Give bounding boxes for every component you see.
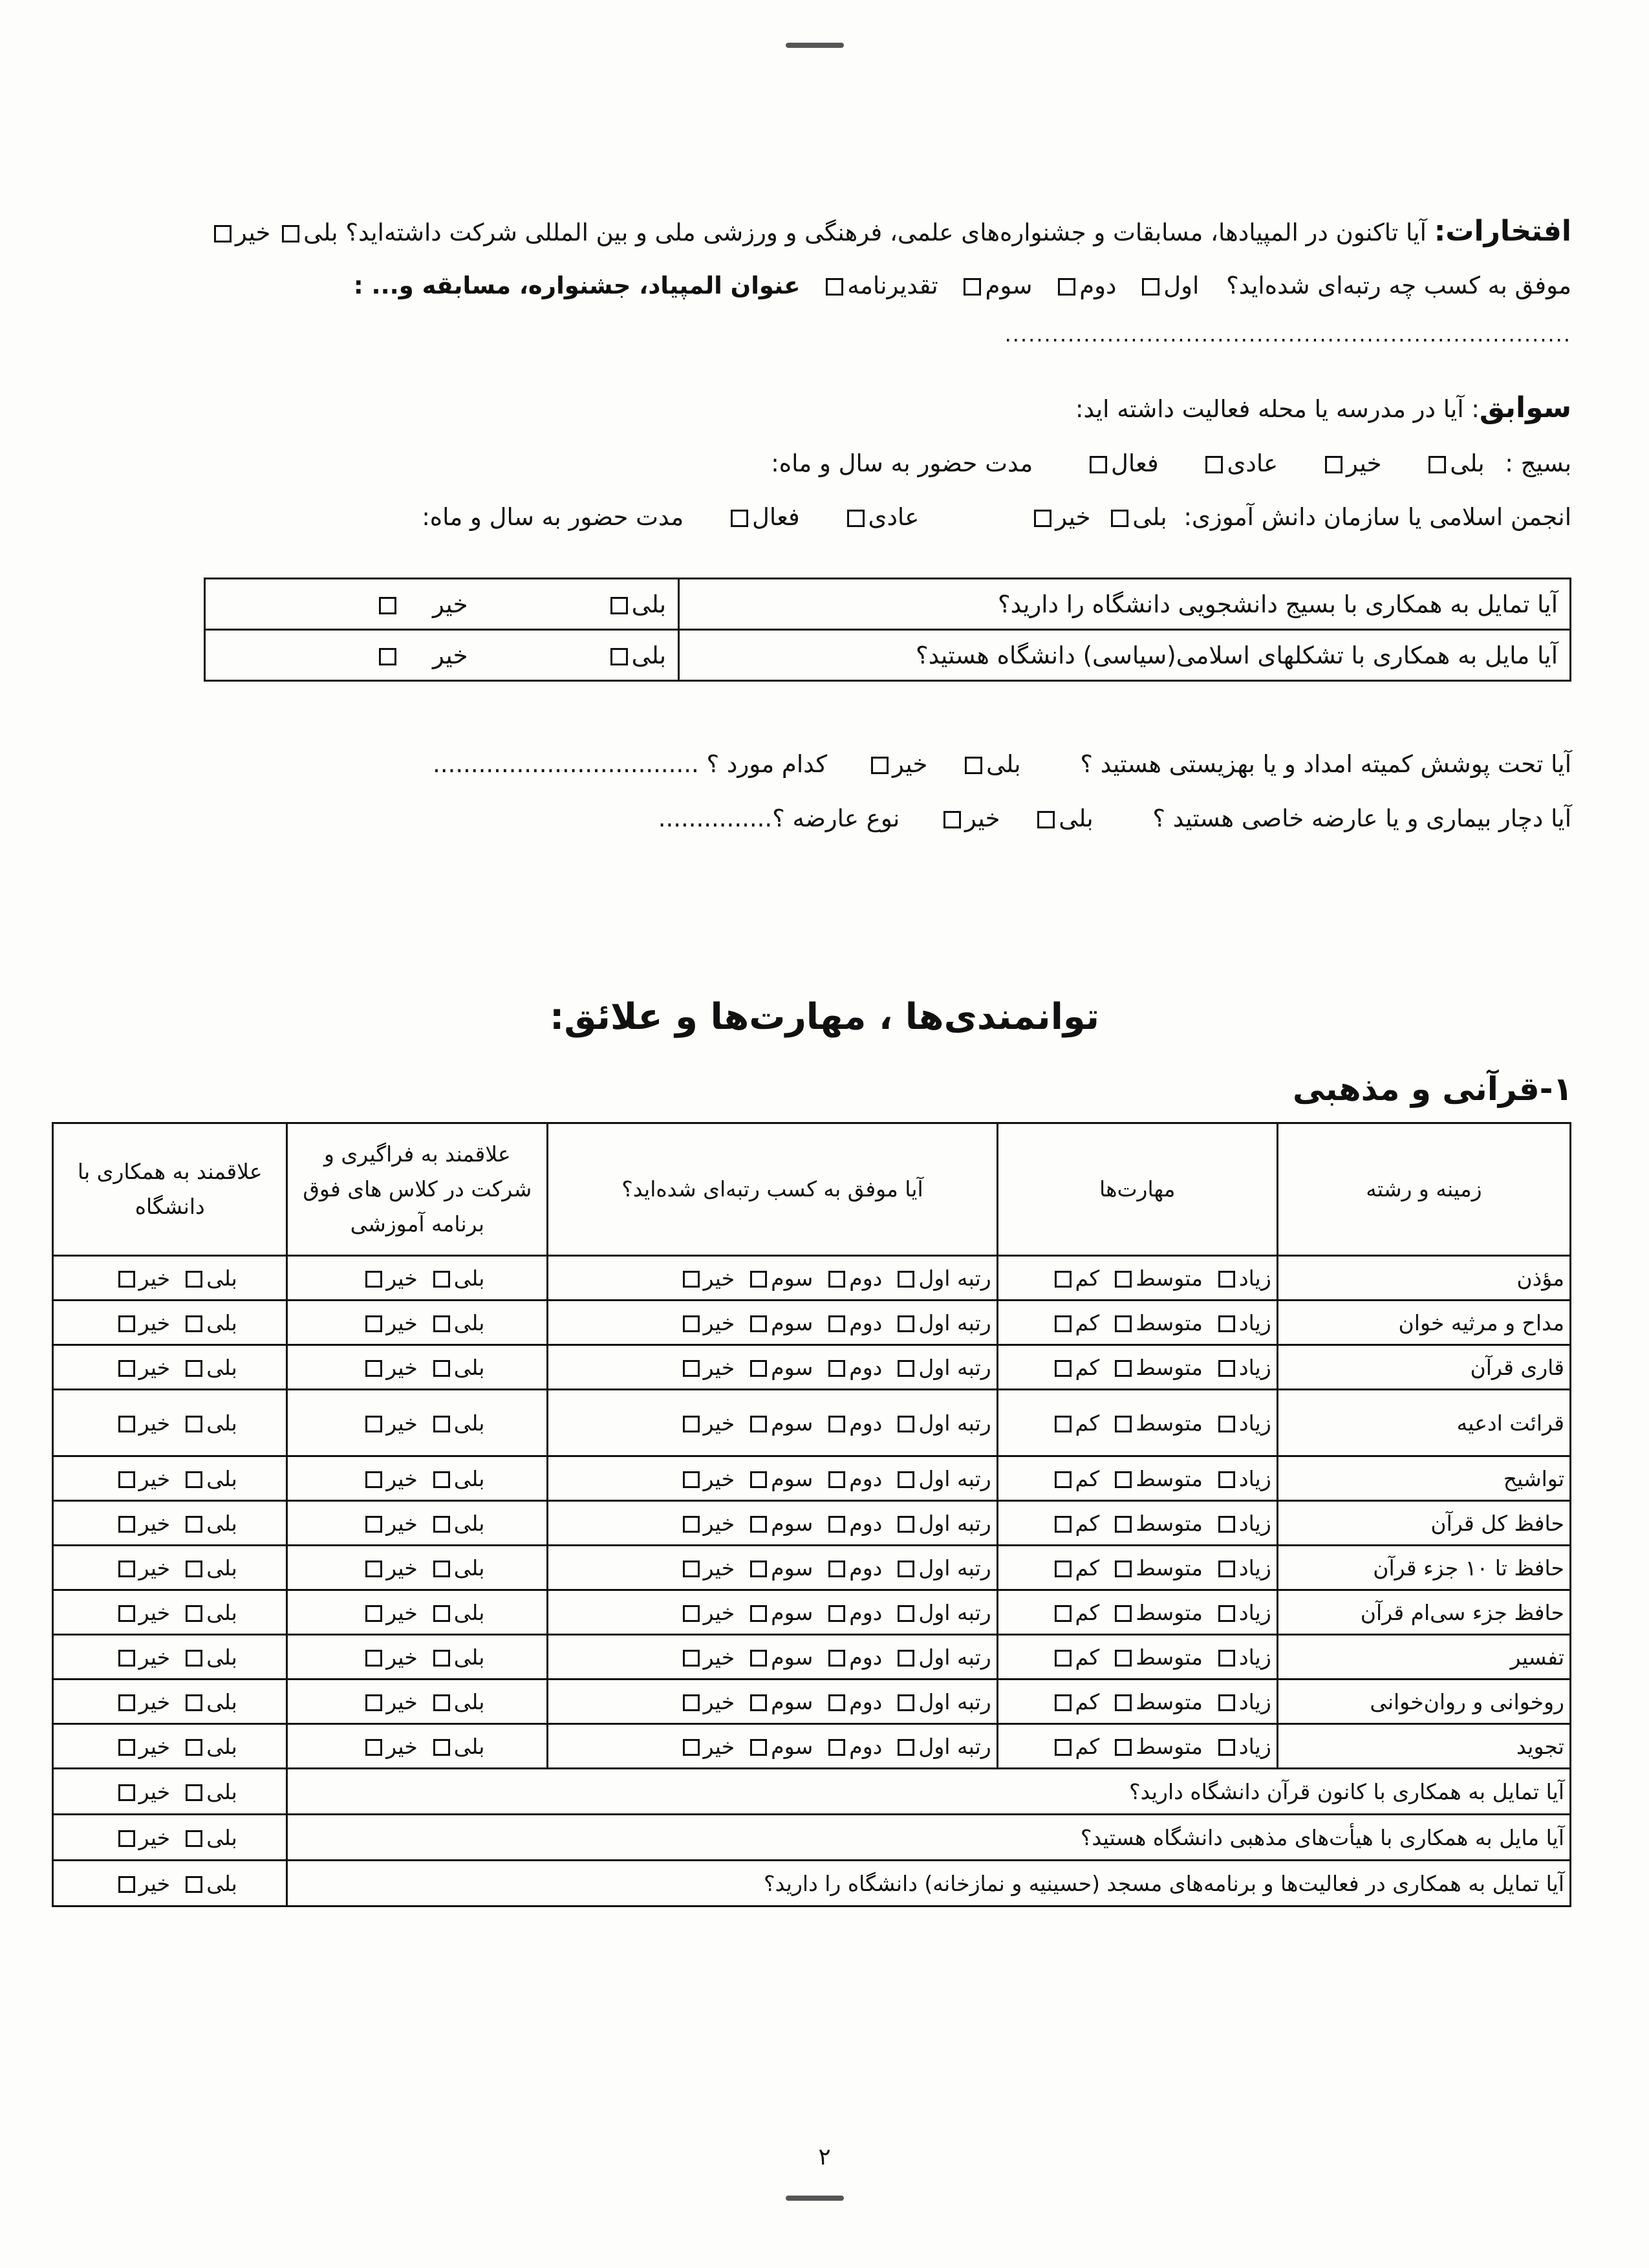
rank-third: سوم (960, 272, 1032, 299)
coop-yes-option[interactable]: بلی (182, 1310, 237, 1335)
level-option[interactable]: کم (1051, 1310, 1100, 1335)
rank-commendation: تقدیرنامه (822, 272, 938, 299)
level-option[interactable]: متوسط (1111, 1555, 1203, 1581)
coop-question: آیا مایل به همکاری با تشکلهای اسلامی(سیاسی) دانشگاه هستید؟ (679, 630, 1571, 681)
rank-first: اول (1138, 272, 1199, 299)
skill-classes-options (287, 1390, 548, 1456)
skill-level-options (997, 1546, 1277, 1590)
bottom-answer (53, 1861, 287, 1906)
page-number: ۲ (818, 2144, 831, 2170)
level-option[interactable]: زیاد (1214, 1734, 1271, 1759)
honors-yes-label: بلی (303, 219, 338, 246)
bottom-yes-option[interactable]: بلی (182, 1825, 237, 1850)
rank-option[interactable]: دوم (824, 1310, 882, 1335)
skill-rank-options (548, 1590, 998, 1635)
level-option[interactable]: کم (1051, 1466, 1100, 1491)
rank-option[interactable]: سوم (746, 1310, 813, 1335)
coop-yes-option[interactable]: بلی (182, 1266, 237, 1291)
coop-yes-cell[interactable]: بلی (493, 579, 678, 630)
skill-name: قرائت ادعیه (1277, 1390, 1570, 1456)
rank-option[interactable]: خیر (679, 1645, 735, 1670)
classes-no-option[interactable]: خیر (361, 1645, 418, 1670)
classes-yes-option[interactable]: بلی (429, 1310, 485, 1335)
coop-no-option[interactable]: خیر (114, 1645, 171, 1670)
skill-row (53, 1724, 1571, 1769)
rank-option[interactable]: خیر (679, 1355, 735, 1380)
anjoman-label: انجمن اسلامی یا سازمان دانش آموزی: (1183, 503, 1571, 531)
basij-active-checkbox[interactable] (1090, 456, 1107, 473)
rank-option[interactable]: رتبه اول (894, 1689, 991, 1714)
level-option[interactable]: متوسط (1111, 1600, 1203, 1625)
header-coop: علاقمند به همکاری با دانشگاه (53, 1123, 287, 1256)
skills-table (52, 1122, 1571, 1907)
rank-option[interactable]: سوم (746, 1466, 813, 1491)
skill-level-options (997, 1390, 1277, 1456)
coop-no-option[interactable]: خیر (114, 1410, 171, 1436)
level-option[interactable]: متوسط (1111, 1689, 1203, 1714)
support-q2-which[interactable]: نوع عارضه ؟............... (658, 805, 900, 832)
level-option[interactable]: زیاد (1214, 1310, 1271, 1335)
coop-no-option[interactable]: خیر (114, 1310, 171, 1335)
rank-option[interactable]: سوم (746, 1645, 813, 1670)
skill-row (53, 1679, 1571, 1724)
level-option[interactable]: زیاد (1214, 1511, 1271, 1536)
rank-option[interactable]: دوم (824, 1410, 882, 1436)
rank-option[interactable]: سوم (746, 1355, 813, 1380)
coop-yes-option[interactable]: بلی (182, 1734, 237, 1759)
coop-yes-option[interactable]: بلی (182, 1466, 237, 1491)
coop-yes-option[interactable]: بلی (182, 1689, 237, 1714)
skill-classes-options (287, 1724, 548, 1769)
skill-classes-options (287, 1635, 548, 1679)
rank-option[interactable]: خیر (679, 1689, 735, 1714)
olympiad-title-prompt: عنوان المپیاد، جشنواره، مسابقه و... : (353, 272, 801, 299)
skill-rank-options (548, 1679, 998, 1724)
rank-option[interactable]: دوم (824, 1511, 882, 1536)
rank-option[interactable]: رتبه اول (894, 1355, 991, 1380)
coop-row (205, 579, 1571, 630)
honors-line-1 (71, 215, 1571, 248)
classes-no-option[interactable]: خیر (361, 1266, 418, 1291)
support-q1-no-label: خیر (892, 750, 928, 778)
support-q1-yes-checkbox[interactable] (965, 757, 982, 774)
level-option[interactable]: زیاد (1214, 1645, 1271, 1670)
level-option[interactable]: کم (1051, 1266, 1100, 1291)
background-line (71, 391, 1571, 424)
classes-no-option[interactable]: خیر (361, 1355, 418, 1380)
coop-no-option[interactable]: خیر (114, 1266, 171, 1291)
skill-level-options (997, 1301, 1277, 1345)
honors-no-checkbox[interactable] (214, 225, 232, 243)
anjoman-yes-label: بلی (1132, 503, 1167, 531)
skill-rank-options (548, 1501, 998, 1546)
level-option[interactable]: متوسط (1111, 1645, 1203, 1670)
coop-no-option[interactable]: خیر (114, 1689, 171, 1714)
basij-label: بسیج : (1505, 449, 1571, 477)
rank-option[interactable]: خیر (679, 1466, 735, 1491)
level-option[interactable]: متوسط (1111, 1410, 1203, 1436)
rank-option[interactable]: سوم (746, 1511, 813, 1536)
skill-coop-options (53, 1590, 287, 1635)
coop-yes-option[interactable]: بلی (182, 1511, 237, 1536)
rank-option[interactable]: دوم (824, 1555, 882, 1581)
header-classes: علاقمند به فراگیری و شرکت در کلاس های فوق برنامه آموزشی (287, 1123, 548, 1256)
rank-option[interactable]: سوم (746, 1555, 813, 1581)
coop-yes-option[interactable]: بلی (182, 1600, 237, 1625)
bottom-question: آیا مایل به همکاری با هیأت‌های مذهبی دانشگاه هستید؟ (287, 1815, 1571, 1861)
anjoman-no-checkbox[interactable] (1034, 510, 1051, 527)
skill-rank-options (548, 1635, 998, 1679)
basij-active-label: فعال (1111, 449, 1159, 477)
support-line-1 (71, 750, 1571, 778)
skill-rank-options (548, 1390, 998, 1456)
coop-no-option[interactable]: خیر (114, 1355, 171, 1380)
level-option[interactable]: زیاد (1214, 1410, 1271, 1436)
skill-name: قاری قرآن (1277, 1345, 1570, 1390)
coop-no-option[interactable]: خیر (114, 1600, 171, 1625)
coop-yes-option[interactable]: بلی (182, 1555, 237, 1581)
honors-blank[interactable]: ........................................................................ (1004, 322, 1571, 347)
anjoman-active-checkbox[interactable] (731, 510, 748, 527)
skill-row (53, 1635, 1571, 1679)
header-skills: مهارت‌ها (997, 1123, 1277, 1256)
rank-option[interactable]: خیر (679, 1410, 735, 1436)
skill-classes-options (287, 1456, 548, 1501)
classes-no-option[interactable]: خیر (361, 1600, 418, 1625)
coop-no-cell[interactable]: خیر (205, 579, 494, 630)
support-q2: آیا دچار بیماری و یا عارضه خاصی هستید ؟ (1152, 805, 1571, 832)
rank-option[interactable]: رتبه اول (894, 1310, 991, 1335)
coop-yes-option[interactable]: بلی (182, 1645, 237, 1670)
coop-table (204, 578, 1571, 682)
classes-no-option[interactable]: خیر (361, 1410, 418, 1436)
skill-row (53, 1256, 1571, 1301)
skill-classes-options (287, 1256, 548, 1301)
skill-row (53, 1501, 1571, 1546)
bottom-answer (53, 1769, 287, 1815)
honors-label: افتخارات: (1434, 215, 1571, 248)
level-option[interactable]: کم (1051, 1555, 1100, 1581)
skill-name: مؤذن (1277, 1256, 1570, 1301)
bottom-no-option[interactable]: خیر (114, 1779, 171, 1804)
anjoman-normal-checkbox[interactable] (847, 510, 865, 527)
anjoman-normal-label: عادی (868, 503, 920, 531)
rank-option[interactable]: رتبه اول (894, 1734, 991, 1759)
rank-option[interactable]: خیر (679, 1555, 735, 1581)
bottom-question: آیا تمایل به همکاری در فعالیت‌ها و برنامه‌های مسجد (حسینیه و نمازخانه) دانشگاه را دارید؟ (287, 1861, 1571, 1906)
skill-row (53, 1390, 1571, 1456)
classes-yes-option[interactable]: بلی (429, 1689, 485, 1714)
classes-yes-option[interactable]: بلی (429, 1466, 485, 1491)
support-q1: آیا تحت پوشش کمیته امداد و یا بهزیستی هستید ؟ (1080, 750, 1571, 778)
rank-option[interactable]: سوم (746, 1689, 813, 1714)
rank-option[interactable]: رتبه اول (894, 1645, 991, 1670)
scan-mark-top (786, 43, 844, 48)
classes-yes-option[interactable]: بلی (429, 1600, 485, 1625)
skill-level-options (997, 1590, 1277, 1635)
bottom-no-option[interactable]: خیر (114, 1871, 171, 1896)
skill-level-options (997, 1501, 1277, 1546)
skill-rank-options (548, 1456, 998, 1501)
skill-classes-options (287, 1301, 548, 1345)
classes-yes-option[interactable]: بلی (429, 1511, 485, 1536)
support-q1-which[interactable]: کدام مورد ؟ ................................... (433, 750, 828, 778)
skill-level-options (997, 1256, 1277, 1301)
coop-row (205, 630, 1571, 681)
coop-question: آیا تمایل به همکاری با بسیج دانشجویی دانشگاه را دارید؟ (679, 579, 1571, 630)
skill-level-options (997, 1724, 1277, 1769)
coop-no-option[interactable]: خیر (114, 1734, 171, 1759)
skill-level-options (997, 1679, 1277, 1724)
classes-no-option[interactable]: خیر (361, 1555, 418, 1581)
basij-yes-label: بلی (1450, 449, 1485, 477)
support-q2-yes-checkbox[interactable] (1037, 811, 1055, 828)
level-option[interactable]: کم (1051, 1600, 1100, 1625)
support-q2-no-label: خیر (965, 805, 1000, 832)
level-option[interactable]: زیاد (1214, 1600, 1271, 1625)
rank-option[interactable]: سوم (746, 1266, 813, 1291)
skill-classes-options (287, 1679, 548, 1724)
rank-option[interactable]: دوم (824, 1734, 882, 1759)
skill-row (53, 1301, 1571, 1345)
rank-option[interactable]: سوم (746, 1734, 813, 1759)
basij-duration-label: مدت حضور به سال و ماه: (771, 449, 1033, 477)
level-option[interactable]: زیاد (1214, 1355, 1271, 1380)
coop-no-cell[interactable]: خیر (205, 630, 494, 681)
basij-normal-checkbox[interactable] (1205, 456, 1223, 473)
rank-option[interactable]: دوم (824, 1645, 882, 1670)
coop-no-option[interactable]: خیر (114, 1555, 171, 1581)
support-q1-yes-label: بلی (986, 750, 1021, 778)
skill-name: تجوید (1277, 1724, 1570, 1769)
anjoman-yes-checkbox[interactable] (1111, 510, 1128, 527)
rank-option[interactable]: رتبه اول (894, 1511, 991, 1536)
classes-no-option[interactable]: خیر (361, 1466, 418, 1491)
skill-coop-options (53, 1456, 287, 1501)
coop-yes-option[interactable]: بلی (182, 1410, 237, 1436)
basij-normal-label: عادی (1227, 449, 1278, 477)
level-option[interactable]: زیاد (1214, 1555, 1271, 1581)
rank-option[interactable]: دوم (824, 1689, 882, 1714)
classes-no-option[interactable]: خیر (361, 1734, 418, 1759)
skill-coop-options (53, 1679, 287, 1724)
level-option[interactable]: متوسط (1111, 1266, 1203, 1291)
rank-option[interactable]: رتبه اول (894, 1555, 991, 1581)
classes-yes-option[interactable]: بلی (429, 1355, 485, 1380)
rank-third-checkbox[interactable] (964, 278, 981, 296)
scan-mark-bottom (786, 2196, 844, 2201)
classes-yes-option[interactable]: بلی (429, 1410, 485, 1436)
background-question: : آیا در مدرسه یا محله فعالیت داشته اید: (1075, 395, 1480, 423)
skill-coop-options (53, 1501, 287, 1546)
skill-row (53, 1590, 1571, 1635)
rank-first-checkbox[interactable] (1142, 278, 1159, 296)
rank-option[interactable]: دوم (824, 1266, 882, 1291)
rank-commendation-checkbox[interactable] (826, 278, 843, 296)
rank-option[interactable]: خیر (679, 1734, 735, 1759)
support-q1-no-checkbox[interactable] (871, 757, 889, 774)
level-option[interactable]: کم (1051, 1355, 1100, 1380)
rank-option[interactable]: خیر (679, 1511, 735, 1536)
classes-yes-option[interactable]: بلی (429, 1645, 485, 1670)
skill-row (53, 1345, 1571, 1390)
skill-level-options (997, 1345, 1277, 1390)
skill-classes-options (287, 1590, 548, 1635)
level-option[interactable]: زیاد (1214, 1466, 1271, 1491)
skill-rank-options (548, 1301, 998, 1345)
skill-coop-options (53, 1345, 287, 1390)
level-option[interactable]: متوسط (1111, 1466, 1203, 1491)
skill-classes-options (287, 1501, 548, 1546)
coop-no-option[interactable]: خیر (114, 1511, 171, 1536)
skill-name: حافظ کل قرآن (1277, 1501, 1570, 1546)
basij-line (71, 449, 1571, 477)
rank-option[interactable]: دوم (824, 1600, 882, 1625)
skill-row (53, 1456, 1571, 1501)
rank-option[interactable]: رتبه اول (894, 1410, 991, 1436)
header-field: زمینه و رشته (1277, 1123, 1570, 1256)
coop-no-option[interactable]: خیر (114, 1466, 171, 1491)
skill-coop-options (53, 1390, 287, 1456)
classes-yes-option[interactable]: بلی (429, 1734, 485, 1759)
rank-option[interactable]: خیر (679, 1600, 735, 1625)
background-label: سوابق (1479, 391, 1571, 424)
level-option[interactable]: زیاد (1214, 1689, 1271, 1714)
bottom-questions (53, 1769, 1571, 1906)
bottom-answer (53, 1815, 287, 1861)
level-option[interactable]: کم (1051, 1689, 1100, 1714)
classes-yes-option[interactable]: بلی (429, 1555, 485, 1581)
bottom-question: آیا تمایل به همکاری با کانون قرآن دانشگاه دارید؟ (287, 1769, 1571, 1815)
rank-option[interactable]: رتبه اول (894, 1266, 991, 1291)
anjoman-active-label: فعال (752, 503, 800, 531)
skill-coop-options (53, 1546, 287, 1590)
classes-no-option[interactable]: خیر (361, 1310, 418, 1335)
basij-yes-checkbox[interactable] (1428, 456, 1446, 473)
honors-question: آیا تاکنون در المپیادها، مسابقات و جشنواره‌های علمی، فرهنگی و ورزشی ملی و بین المللی شرکت داشته‌اید؟ (345, 219, 1427, 246)
rank-option[interactable]: سوم (746, 1600, 813, 1625)
honors-rank-question: موفق به کسب چه رتبه‌ای شده‌اید؟ (1226, 272, 1571, 299)
classes-no-option[interactable]: خیر (361, 1689, 418, 1714)
level-option[interactable]: کم (1051, 1410, 1100, 1436)
coop-yes-cell[interactable]: بلی (493, 630, 678, 681)
skills-body (53, 1256, 1571, 1769)
basij-no-label: خیر (1346, 449, 1382, 477)
skill-classes-options (287, 1345, 548, 1390)
skill-name: حافظ جزء سی‌ام قرآن (1277, 1590, 1570, 1635)
skill-coop-options (53, 1724, 287, 1769)
classes-yes-option[interactable]: بلی (429, 1266, 485, 1291)
abilities-title: توانمندی‌ها ، مهارت‌ها و علائق: (549, 996, 1100, 1038)
rank-option[interactable]: رتبه اول (894, 1600, 991, 1625)
skill-rank-options (548, 1724, 998, 1769)
skill-row (53, 1546, 1571, 1590)
rank-option[interactable]: خیر (679, 1266, 735, 1291)
level-option[interactable]: متوسط (1111, 1355, 1203, 1380)
support-q2-yes-label: بلی (1059, 805, 1094, 832)
anjoman-line (71, 503, 1571, 531)
basij-no-checkbox[interactable] (1325, 456, 1342, 473)
bottom-question-row (53, 1815, 1571, 1861)
skill-name: مداح و مرثیه خوان (1277, 1301, 1570, 1345)
bottom-yes-option[interactable]: بلی (182, 1871, 237, 1896)
skill-coop-options (53, 1301, 287, 1345)
classes-no-option[interactable]: خیر (361, 1511, 418, 1536)
skill-coop-options (53, 1256, 287, 1301)
bottom-question-row (53, 1861, 1571, 1906)
support-q2-no-checkbox[interactable] (943, 811, 961, 828)
support-line-2 (71, 805, 1571, 832)
skill-rank-options (548, 1256, 998, 1301)
rank-option[interactable]: دوم (824, 1466, 882, 1491)
skill-name: روخوانی و روان‌خوانی (1277, 1679, 1570, 1724)
level-option[interactable]: کم (1051, 1645, 1100, 1670)
level-option[interactable]: زیاد (1214, 1266, 1271, 1291)
skill-name: تواشیح (1277, 1456, 1570, 1501)
skill-coop-options (53, 1635, 287, 1679)
rank-option[interactable]: خیر (679, 1310, 735, 1335)
skills-header-row (53, 1123, 1571, 1256)
anjoman-no-label: خیر (1055, 503, 1091, 531)
skill-classes-options (287, 1546, 548, 1590)
level-option[interactable]: متوسط (1111, 1310, 1203, 1335)
skill-level-options (997, 1635, 1277, 1679)
level-option[interactable]: متوسط (1111, 1734, 1203, 1759)
honors-yes-checkbox[interactable] (282, 225, 299, 243)
abilities-subtitle: ۱-قرآنی و مذهبی (1292, 1070, 1573, 1108)
level-option[interactable]: کم (1051, 1511, 1100, 1536)
skill-rank-options (548, 1546, 998, 1590)
rank-second: دوم (1054, 272, 1116, 299)
honors-no-label: خیر (235, 219, 271, 246)
level-option[interactable]: کم (1051, 1734, 1100, 1759)
skill-rank-options (548, 1345, 998, 1390)
bottom-yes-option[interactable]: بلی (182, 1779, 237, 1804)
rank-option[interactable]: سوم (746, 1410, 813, 1436)
anjoman-duration-label: مدت حضور به سال و ماه: (422, 503, 684, 531)
level-option[interactable]: متوسط (1111, 1511, 1203, 1536)
honors-line-2 (71, 272, 1571, 299)
skill-level-options (997, 1456, 1277, 1501)
skill-name: حافظ تا ۱۰ جزء قرآن (1277, 1546, 1570, 1590)
bottom-question-row (53, 1769, 1571, 1815)
bottom-no-option[interactable]: خیر (114, 1825, 171, 1850)
rank-option[interactable]: دوم (824, 1355, 882, 1380)
header-rank: آیا موفق به کسب رتبه‌ای شده‌اید؟ (548, 1123, 998, 1256)
rank-option[interactable]: رتبه اول (894, 1466, 991, 1491)
rank-second-checkbox[interactable] (1058, 278, 1075, 296)
skill-name: تفسیر (1277, 1635, 1570, 1679)
coop-yes-option[interactable]: بلی (182, 1355, 237, 1380)
